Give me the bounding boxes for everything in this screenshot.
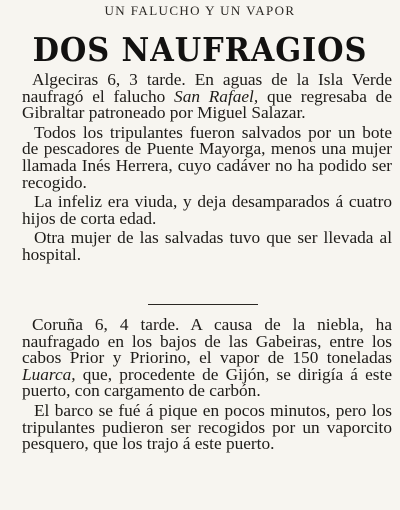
- section-divider: [148, 304, 258, 305]
- article-algeciras: [22, 72, 392, 267]
- article-algeciras-p1-text-a: Algeciras 6, 3 tarde. En aguas de la Isla Verde naufragó el falucho: [22, 70, 392, 106]
- ship-name-san-rafael: San Rafael,: [174, 86, 259, 106]
- headline: DOS NAUFRAGIOS: [32, 30, 368, 69]
- article-algeciras-paragraph-4: Otra mujer de las salvadas tuvo que ser llevada al hospital.: [22, 228, 392, 264]
- article-coruna: [22, 317, 392, 456]
- article-algeciras-p1-text-b: que regresaba de Gibraltar patroneado por Miguel Salazar.: [22, 86, 392, 123]
- article-coruna-paragraph-1: [22, 317, 392, 400]
- article-coruna-paragraph-2: El barco se fué á pique en pocos minutos, pero los tripulantes pudieron ser recogidos por un vaporcito pesquero, que los trajo á este puerto.: [22, 400, 392, 454]
- ship-name-luarca: Luarca,: [22, 364, 76, 384]
- article-algeciras-paragraph-2: Todos los tripulantes fueron salvados por un bote de pescadores de Puente Mayorga, menos una mujer llamada Inés Herrera, cuyo cadáver no ha podido ser recogido.: [22, 122, 392, 192]
- article-algeciras-paragraph-3: La infeliz era viuda, y deja desamparados á cuatro hijos de corta edad.: [22, 192, 392, 228]
- kicker-heading: UN FALUCHO Y UN VAPOR: [104, 3, 296, 18]
- article-coruna-p1-text-a: Coruña 6, 4 tarde. A causa de la niebla, ha naufragado en los bajos de las Gabeiras, entre los cabos Prior y Priorino, el vapor de 150 toneladas: [22, 315, 392, 368]
- article-algeciras-paragraph-1: [22, 72, 392, 122]
- article-coruna-p1-text-b: que, procedente de Gijón, se dirigía á este puerto, con cargamento de carbón.: [22, 364, 392, 401]
